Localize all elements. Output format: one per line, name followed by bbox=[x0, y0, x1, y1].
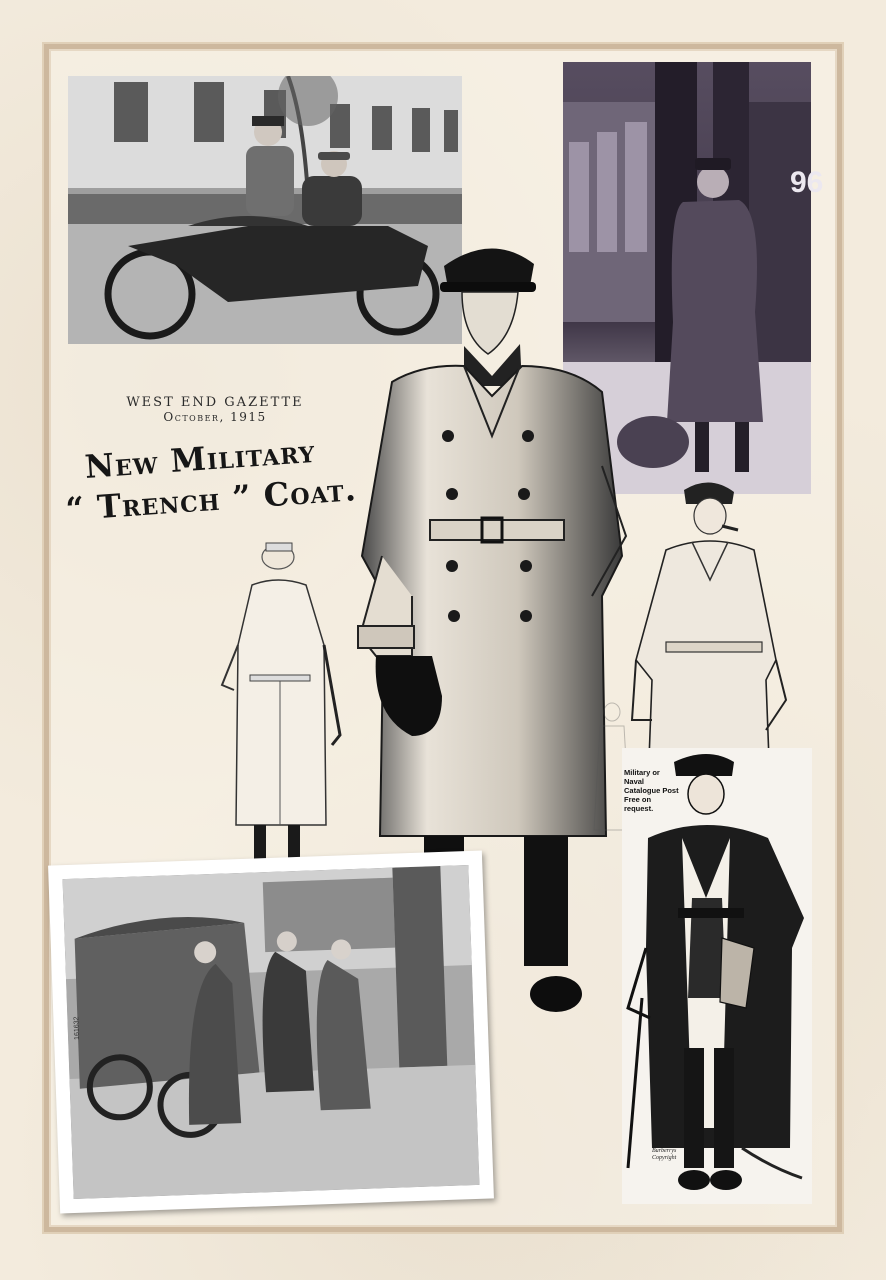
illustration-signature: Burberrys Copyright bbox=[652, 1148, 677, 1161]
negative-number: 161632 bbox=[73, 1016, 81, 1040]
gazette-caption bbox=[100, 395, 330, 424]
publication-name: WEST END GAZETTE bbox=[126, 395, 304, 410]
publication-date: October, 1915 bbox=[163, 410, 267, 424]
women-by-car-photo bbox=[48, 851, 494, 1214]
headline-line-1: New Military bbox=[83, 431, 317, 486]
train-car-number: 96 bbox=[790, 166, 824, 199]
back-view-coat-illustration bbox=[212, 535, 352, 893]
officer-in-trench-coat-illustration bbox=[622, 748, 812, 1204]
catalogue-note: Military or Naval Catalogue Post Free on request. bbox=[624, 768, 679, 813]
headline-line-2: “ Trench ” Coat. bbox=[64, 470, 358, 529]
